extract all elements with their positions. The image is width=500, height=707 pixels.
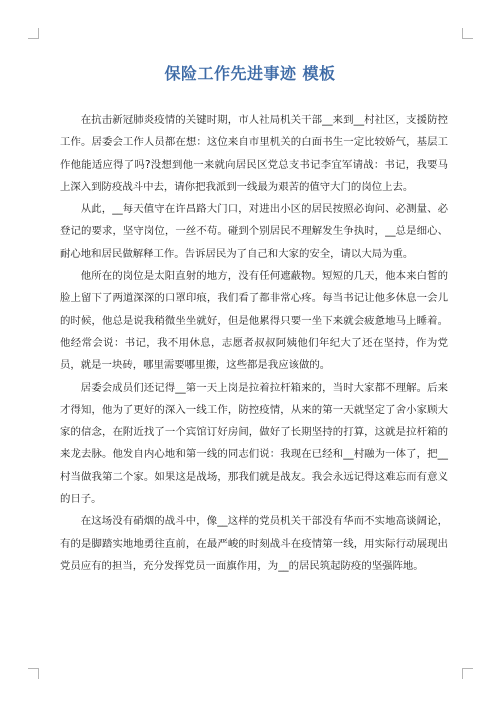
- document-body: [60, 109, 448, 577]
- paragraph-1: 在抗击新冠肺炎疫情的关键时期，市人社局机关干部__来到__村社区，支援防控工作。居委会工作人员都在想：这位来自市里机关的白面书生一定比较娇气，基层工作他能适应得了吗?没想到他一来就向居民区党总支书记李宜军请战：书记，我要马上深入到防疫战斗中去，请你把我派到一线最为艰苦的值守大门的岗位上去。: [60, 114, 448, 193]
- page-corner-mark-top-right: [462, 28, 473, 39]
- paragraph-5: 在这场没有硝烟的战斗中，像__这样的党员机关干部没有华而不实地高谈阔论，有的是脚踏实地地勇往直前，在最严峻的时刻战斗在疫情第一线，用实际行动展现出党员应有的担当，充分发挥党员一面旗作用，为__的居民筑起防疫的坚强阵地。: [60, 515, 448, 572]
- page-corner-mark-bottom-right: [462, 668, 473, 679]
- paragraph-3: 他所在的岗位是太阳直射的地方，没有任何遮蔽物。短短的几天，他本来白皙的脸上留下了两道深深的口罩印痕，我们看了都非常心疼。每当书记让他多休息一会儿的时候，他总是说我稍微坐坐就好，但是他累得只要一坐下来就会疲惫地马上睡着。他经常会说：书记，我不用休息，志愿者叔叔阿姨他们年纪大了还在坚持，作为党员，就是一块砖，哪里需要哪里搬，这些都是我应该做的。: [60, 270, 448, 372]
- document-title: 保险工作先进事迹 模板: [164, 64, 336, 83]
- paragraph-4: 居委会成员们还记得__第一天上岗是拉着拉杆箱来的，当时大家都不理解。后来才得知，他为了更好的深入一线工作，防控疫情，从来的第一天就坚定了舍小家顾大家的信念，在附近找了一个宾馆订好房间，做好了长期坚持的打算，这就是拉杆箱的来龙去脉。他发自内心地和第一线的同志们说：我现在已经和__村融为一体了，把__村当做我第二个家。如果这是战场，那我们就是战友。我会永远记得这难忘而有意义的日子。: [60, 381, 448, 506]
- paragraph-2: 从此，__每天值守在许昌路大门口，对进出小区的居民按照必询问、必测量、必登记的要求，坚守岗位，一丝不苟。碰到个别居民不理解发生争执时，__总是细心、耐心地和居民做解释工作。告诉居民为了自己和大家的安全，请以大局为重。: [60, 203, 448, 260]
- page-corner-mark-top-left: [28, 28, 39, 39]
- page-corner-mark-bottom-left: [28, 668, 39, 679]
